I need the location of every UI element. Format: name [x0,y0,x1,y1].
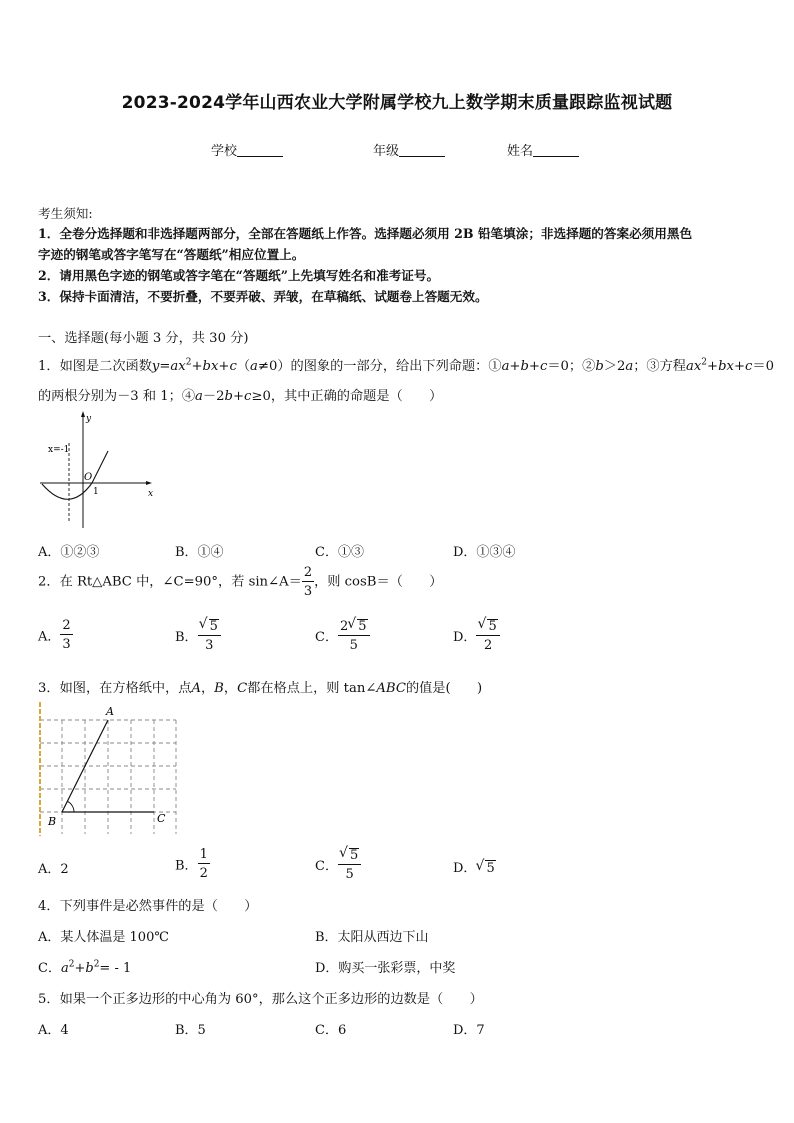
q3-option-a: A．2 [38,862,69,877]
notice-heading: 考生须知: [38,206,93,221]
root-label: 1 [93,487,99,497]
q5-option-c: C．6 [315,1023,347,1038]
name-label: 姓名 [507,144,534,159]
q2-option-b: B． √ $\frac{5}{3}$ [175,619,221,652]
point-c-label: C [157,812,166,825]
grade-label: 年级 [373,144,400,159]
q1-option-a: A．①②③ [38,545,100,560]
q1-option-d: D．①③④ [453,545,516,560]
grid-lines [40,720,176,834]
q5-option-d: D．7 [453,1023,485,1038]
school-label: 学校 [211,144,238,159]
q1-option-b: B．①④ [175,545,224,560]
school-field [211,140,283,159]
q2-option-d: D． √ $\frac{5}{2}$ [453,619,500,652]
q4-stem: 4．下列事件是必然事件的是（ ） [38,899,258,914]
q4-option-b: B．太阳从西边下山 [315,930,429,945]
q2-stem: 2．在 Rt△ABC 中，∠C=90°，若 sin∠A＝ $\frac{2}{3}$ ，则 cosB＝（ ） [38,565,443,599]
x-axis-label: x [148,489,154,499]
school-blank [237,144,283,157]
q5-stem: 5．如果一个正多边形的中心角为 60°，那么这个正多边形的边数是（ ） [38,992,483,1007]
grade-blank [399,144,445,157]
q4-option-c: C．$a^2+b^2= - 1$ [38,959,132,976]
q5-option-b: B．5 [175,1023,206,1038]
origin-label: O [84,472,93,483]
notice-line-1a: 1．全卷分选择题和非选择题两部分，全部在答题纸上作答。选择题必须用 2B 铅笔填涂；非选择题的答案必须用黑色 [38,226,693,241]
q1-parabola-figure [36,408,161,533]
q3-grid-figure [36,702,181,837]
name-field [507,140,579,159]
q5-option-a: A．4 [38,1023,69,1038]
q1-option-c: C．①③ [315,545,364,560]
q1-stem-line2: 的两根分别为－3 和 1；④a－2b+c≥0，其中正确的命题是（ ） [38,389,443,404]
y-axis-arrow [81,411,85,417]
q3-option-d: D．√ 5 [453,857,496,876]
grade-field [373,140,445,159]
name-blank [533,144,579,157]
q3-stem: 3．如图，在方格纸中，点A，B，C都在格点上，则 tan∠ABC的值是( ) [38,681,483,696]
notice-line-3: 3．保持卡面清洁，不要折叠，不要弄破、弄皱，在草稿纸、试题卷上答题无效。 [38,289,488,304]
point-b-label: B [48,815,57,828]
q3-option-c: C． √ $\frac{5}{5}$ [315,848,361,881]
y-axis-label: y [86,414,92,424]
q4-option-d: D．购买一张彩票，中奖 [315,961,456,976]
q3-option-b: B． $\frac{1}{2}$ [175,847,208,881]
page-title: 2023-2024学年山西农业大学附属学校九上数学期末质量跟踪监视试题 [121,93,673,113]
q1-stem-line1: 1．如图是二次函数$y=ax^2+bx+c(a\ne 0)$的图象的一部分，给出下列命题：①a+b+c＝0；②b＞2a；③方程$ax^2+bx+c=0$ [38,357,774,374]
notice-line-2: 2．请用黑色字迹的钢笔或答字笔在“答题纸”上先填写姓名和准考证号。 [38,268,440,283]
q2-fraction: $\frac{2}{3}$ [303,565,313,599]
symmetry-axis-label: x=-1 [48,445,70,455]
q2-option-a: A． $\frac{2}{3}$ [38,618,71,652]
q4-option-a: A．某人体温是 100℃ [38,930,169,945]
q2-option-c: C． $\frac{2√ 5}{5}$ [315,619,370,652]
x-axis-arrow [146,481,152,485]
notice-line-1b: 字迹的钢笔或答字笔写在“答题纸”相应位置上。 [38,247,305,262]
section-heading: 一、选择题(每小题 3 分，共 30 分) [38,331,249,346]
angle-arc [67,801,74,812]
point-a-label: A [106,705,114,718]
